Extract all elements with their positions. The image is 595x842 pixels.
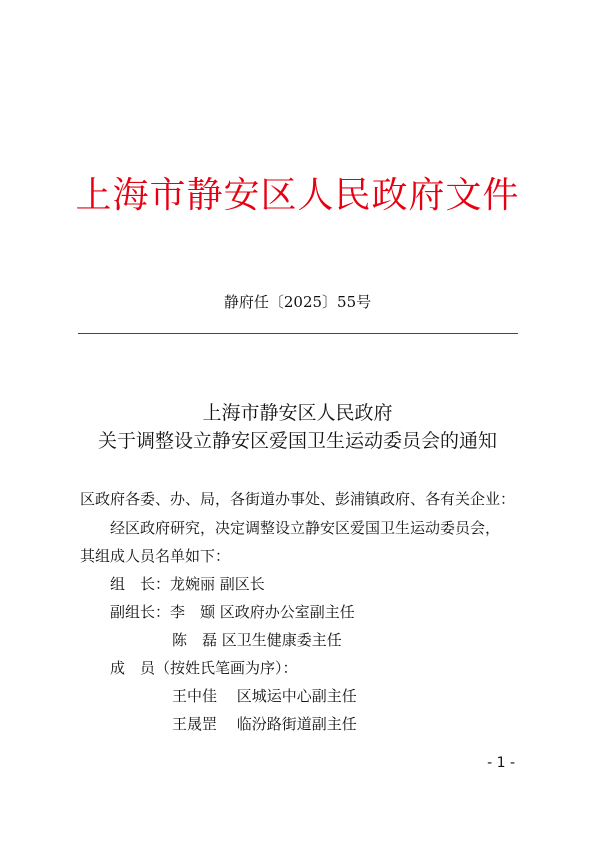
document-number: 静府任〔2025〕55号	[223, 293, 372, 311]
page-number: - 1 -	[487, 755, 515, 771]
leader-line: 组 长：龙婉丽 副区长	[110, 575, 265, 593]
red-divider-rule	[78, 333, 518, 334]
deputy-leader-line-2: 陈 磊 区卫生健康委主任	[172, 631, 342, 649]
notice-title-line1: 上海市静安区人民政府	[202, 402, 393, 424]
members-label: 成 员（按姓氏笔画为序）：	[110, 659, 298, 677]
paragraph-line-1: 经区政府研究，决定调整设立静安区爱国卫生运动委员会，	[110, 519, 501, 537]
member-line-2: 王晟罡 临汾路街道副主任	[172, 715, 357, 733]
member-line-1: 王中佳 区城运中心副主任	[172, 687, 357, 705]
notice-title-line2: 关于调整设立静安区爱国卫生运动委员会的通知	[97, 430, 497, 452]
deputy-leader-line-1: 副组长：李 颋 区政府办公室副主任	[110, 603, 355, 621]
masthead-title: 上海市静安区人民政府文件	[75, 175, 520, 216]
paragraph-line-2: 其组成人员名单如下：	[80, 547, 231, 565]
salutation: 区政府各委、办、局，各街道办事处、彭浦镇政府、各有关企业：	[80, 490, 516, 508]
